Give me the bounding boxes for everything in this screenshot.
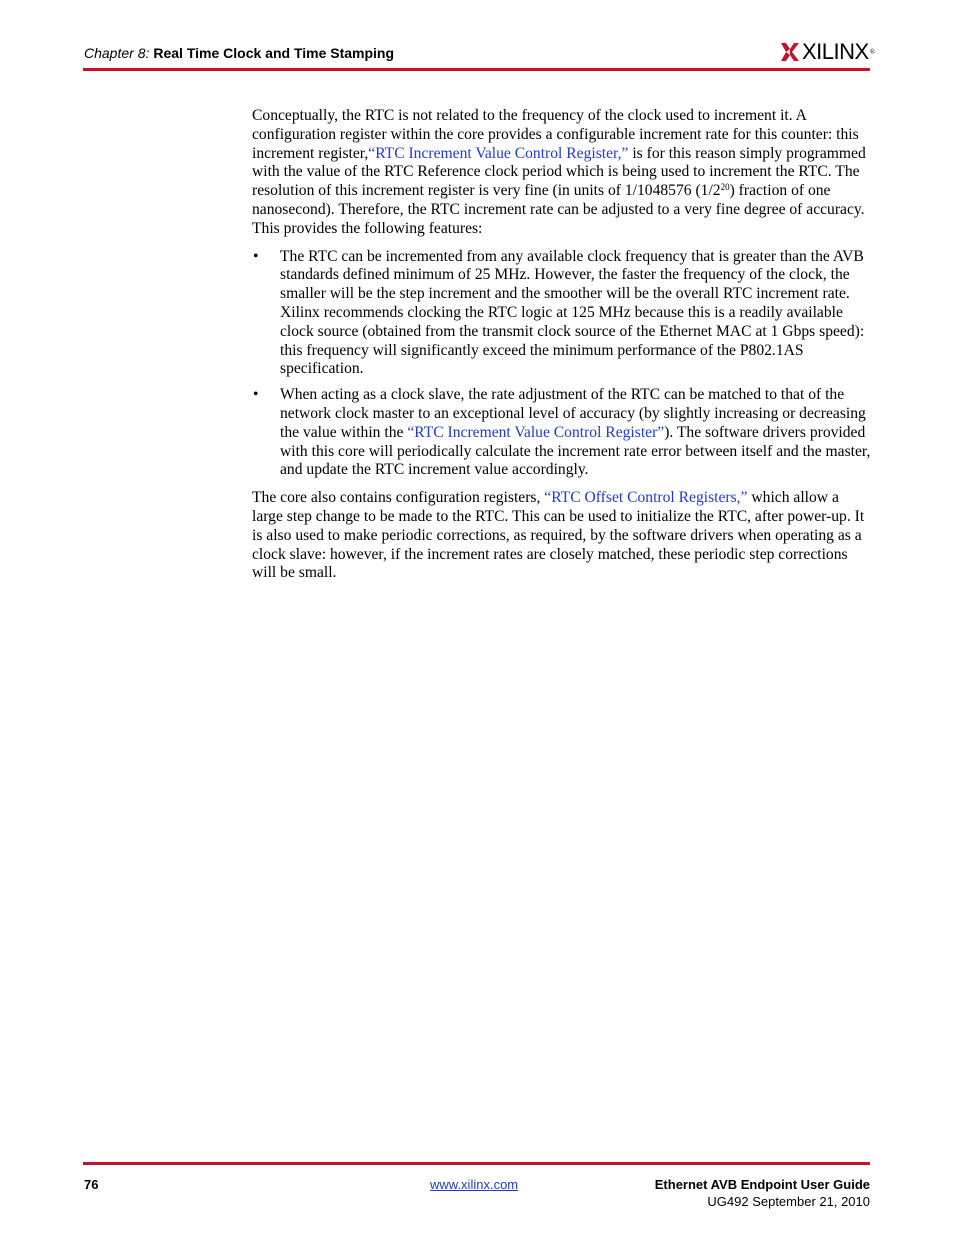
text-run: Conceptually, the RTC is not related to the frequency of the clock used to increment it. A configuration register within the core provides a configurable increment rate for this counter: this increment register, xyxy=(252,107,859,162)
text-run: The core also contains configuration registers, xyxy=(252,489,545,507)
feature-list xyxy=(252,248,872,481)
text-run: which allow a large step change to be made to the RTC. This can be used to initialize the RTC, after power-up. It is also used to make periodic corrections, as required, by the software drivers when operating as a clock slave: however, if the increment rates are closely matched, these periodic step corrections will be small. xyxy=(252,489,865,582)
page-number: 76 xyxy=(84,1177,99,1192)
list-item xyxy=(252,248,872,380)
rtc-increment-value-link[interactable]: “RTC Increment Value Control Register,” xyxy=(368,144,629,162)
logo-wordmark: XILINX xyxy=(802,39,869,64)
bullet-icon: • xyxy=(253,247,259,265)
text-run: is for this reason simply programmed with the value of the RTC Reference clock period which is being used to increment the RTC. The resolution of this increment register is very fine (in units of 1/1048576 (1/2 xyxy=(252,144,866,200)
bullet-text: The RTC can be incremented from any available clock frequency that is greater than the AVB standards defined minimum of 25 MHz. However, the faster the frequency of the clock, the smaller will be the step increment and the smoother will be the overall RTC increment rate. Xilinx recommends clocking the RTC logic at 125 MHz because this is a readily available clock source (obtained from the transmit clock source of the Ethernet MAC at 1 Gbps speed): this frequency will significantly exceed the minimum performance of the P802.1AS specification. xyxy=(280,247,865,378)
text-run: ) fraction of one nanosecond). Therefore, the RTC increment rate can be adjusted to a very fine degree of accuracy. This provides the following features: xyxy=(252,182,865,237)
text-run: ). The software drivers provided with this core will periodically calculate the increment rate error between itself and the master, and update the RTC increment value accordingly. xyxy=(280,423,871,479)
list-item xyxy=(252,386,872,480)
doc-id-date: UG492 September 21, 2010 xyxy=(707,1194,870,1209)
main-content xyxy=(252,107,872,583)
rtc-increment-value-link-2[interactable]: “RTC Increment Value Control Register” xyxy=(407,423,665,441)
guide-title: Ethernet AVB Endpoint User Guide xyxy=(654,1177,870,1192)
bullet-icon: • xyxy=(253,386,259,404)
running-header xyxy=(84,45,394,61)
superscript-20: 20 xyxy=(720,182,730,193)
chapter-title: Real Time Clock and Time Stamping xyxy=(153,45,395,61)
paragraph-offset xyxy=(252,489,872,583)
xilinx-x-icon xyxy=(781,43,799,61)
paragraph-intro xyxy=(252,107,872,239)
header-rule xyxy=(83,68,870,71)
chapter-label: Chapter 8: xyxy=(84,45,150,61)
rtc-offset-control-link[interactable]: “RTC Offset Control Registers,” xyxy=(544,489,748,507)
footer-rule xyxy=(83,1162,870,1165)
text-run: When acting as a clock slave, the rate adjustment of the RTC can be matched to that of the network clock master to an exceptional level of accuracy (by slightly increasing or decreasing the value within the xyxy=(280,386,866,441)
document-info xyxy=(655,1176,870,1210)
xilinx-logo xyxy=(781,40,875,64)
logo-registered-mark: ® xyxy=(869,48,876,56)
xilinx-website-link[interactable]: www.xilinx.com xyxy=(430,1177,519,1192)
